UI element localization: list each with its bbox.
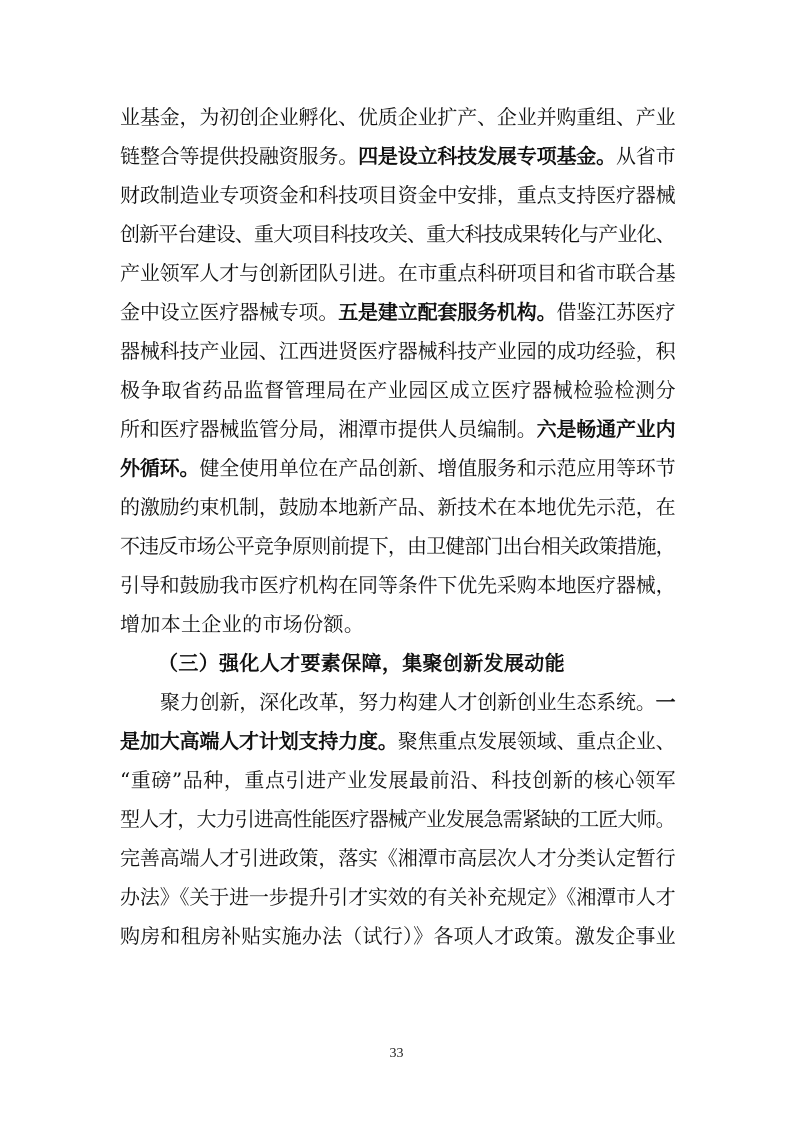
text-run: 从省市: [615, 144, 676, 168]
text-run: 所和医疗器械监管分局，湘潭市提供人员编制。: [120, 417, 537, 441]
text-line: [120, 605, 676, 644]
text-run: 创新平台建设、重大项目科技攻关、重大科技成果转化与产业化、: [120, 222, 675, 246]
text-run: 业基金，为初创企业孵化、优质企业扩产、企业并购重组、产业: [120, 105, 676, 129]
text-line: [120, 683, 676, 722]
text-run: 链整合等提供投融资服务。: [120, 144, 359, 168]
text-line: [120, 215, 676, 254]
text-line: [120, 254, 676, 293]
text-line: [120, 839, 676, 878]
text-line: [120, 137, 676, 176]
bold-run: 是加大高端人才计划支持力度。: [120, 729, 398, 753]
text-run: 不违反市场公平竞争原则前提下，由卫健部门出台相关政策措施，: [120, 534, 675, 558]
text-line: [120, 332, 676, 371]
section-heading: （三）强化人才要素保障，集聚创新发展动能: [158, 651, 565, 675]
body-text: [120, 98, 676, 956]
text-line: [120, 176, 676, 215]
text-run: 产业领军人才与创新团队引进。在市重点科研项目和省市联合基: [120, 261, 676, 285]
text-line: [120, 527, 676, 566]
text-line: [120, 644, 676, 683]
text-run: 完善高端人才引进政策，落实《湘潭市高层次人才分类认定暂行: [120, 846, 676, 870]
text-run: 财政制造业专项资金和科技项目资金中安排，重点支持医疗器械: [120, 183, 676, 207]
text-line: [120, 449, 676, 488]
page-number: 33: [389, 1046, 404, 1061]
text-line: [120, 917, 676, 956]
bold-run: 四是设立科技发展专项基金。: [358, 144, 616, 168]
text-run: 办法》《关于进一步提升引才实效的有关补充规定》《湘潭市人才: [120, 885, 676, 909]
text-run: 借鉴江苏医疗: [556, 300, 676, 324]
text-line: [120, 371, 676, 410]
bold-run: 一: [655, 690, 676, 714]
text-line: [120, 878, 676, 917]
text-run: 购房和租房补贴实施办法（试行）》各项人才政策。激发企事业: [120, 924, 676, 948]
text-run: 器械科技产业园、江西进贤医疗器械科技产业园的成功经验，积: [120, 339, 676, 363]
bold-run: 外循环。: [120, 456, 200, 480]
text-run: 健全使用单位在产品创新、增值服务和示范应用等环节: [199, 456, 676, 480]
text-line: [120, 98, 676, 137]
text-run: 的激励约束机制，鼓励本地新产品、新技术在本地优先示范，在: [120, 495, 676, 519]
text-line: [120, 293, 676, 332]
text-line: [120, 488, 676, 527]
text-line: [120, 761, 676, 800]
text-run: 型人才，大力引进高性能医疗器械产业发展急需紧缺的工匠大师。: [120, 807, 675, 831]
text-run: 金中设立医疗器械专项。: [120, 300, 339, 324]
text-run: 聚焦重点发展领域、重点企业、: [397, 729, 676, 753]
text-line: [120, 410, 676, 449]
text-line: [120, 722, 676, 761]
bold-run: 六是畅通产业内: [536, 417, 676, 441]
text-line: [120, 566, 676, 605]
text-run: “重磅”品种，重点引进产业发展最前沿、科技创新的核心领军: [120, 768, 677, 792]
bold-run: 五是建立配套服务机构。: [338, 300, 557, 324]
text-line: [120, 800, 676, 839]
text-run: 极争取省药品监督管理局在产业园区成立医疗器械检验检测分: [120, 378, 677, 402]
text-run: 引导和鼓励我市医疗机构在同等条件下优先采购本地医疗器械，: [120, 573, 676, 597]
text-run: 增加本土企业的市场份额。: [120, 612, 365, 636]
text-run: 聚力创新，深化改革，努力构建人才创新创业生态系统。: [160, 690, 656, 714]
